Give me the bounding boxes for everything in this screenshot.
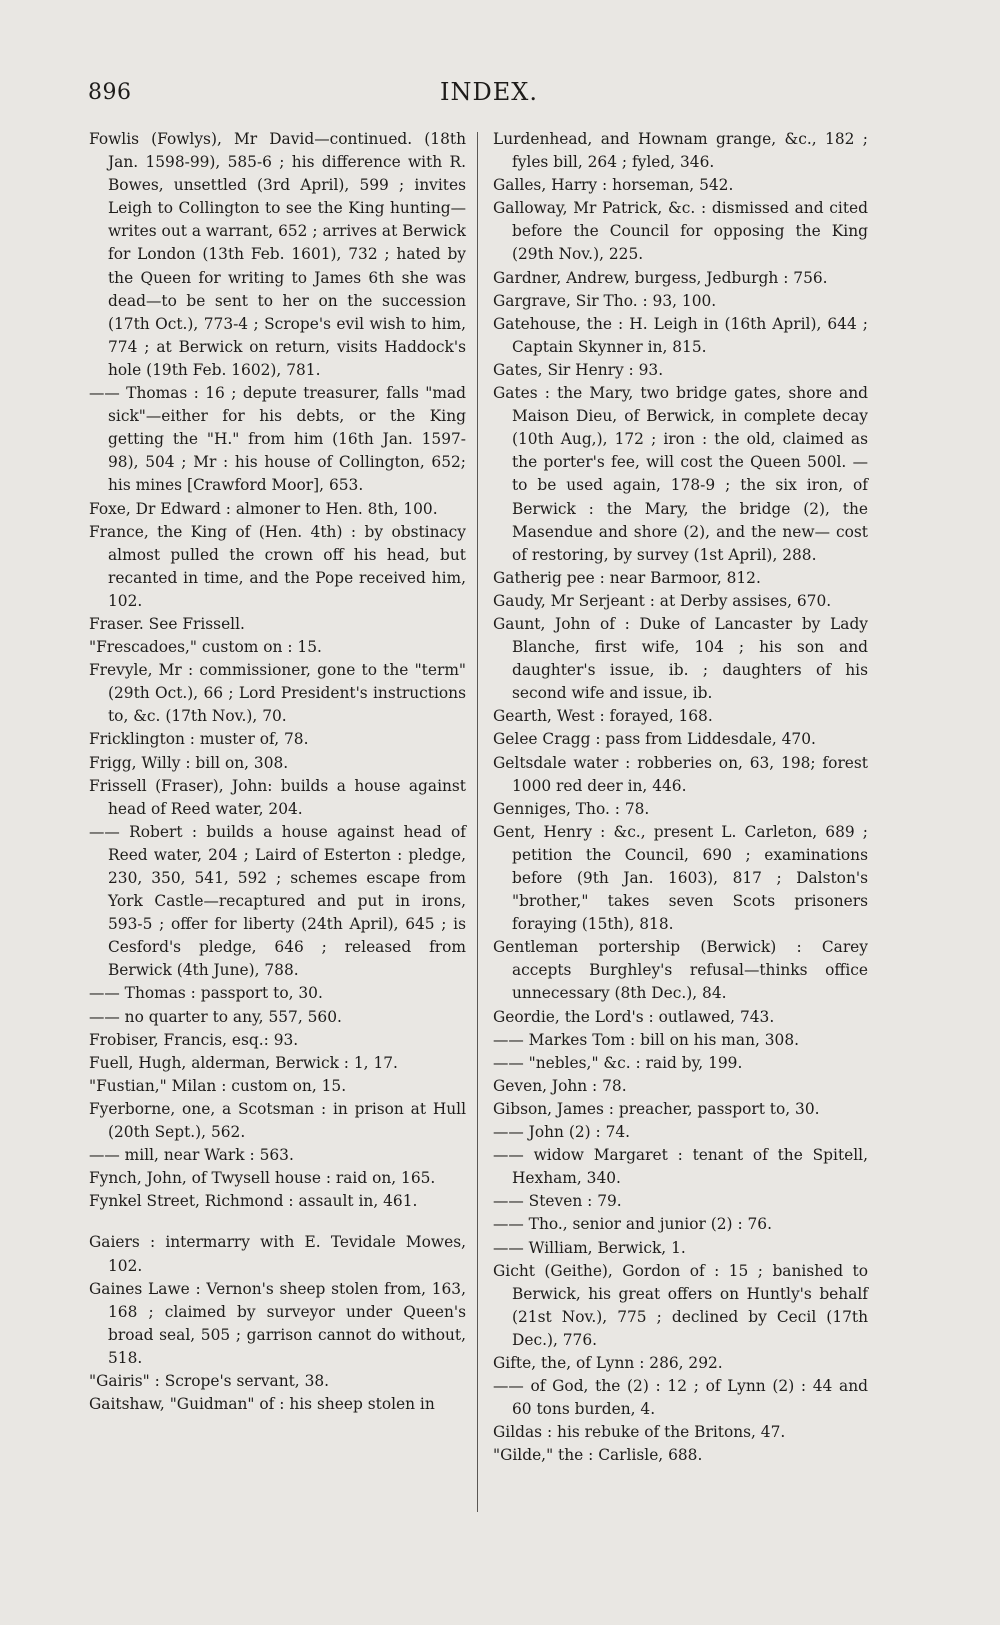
running-head: INDEX. — [440, 78, 538, 106]
index-entry: Gildas : his rebuke of the Britons, 47. — [493, 1423, 786, 1442]
index-entry: Gatherig pee : near Barmoor, 812. — [493, 568, 761, 587]
index-entry: Galles, Harry : horseman, 542. — [493, 176, 734, 195]
index-entry: —— of God, the (2) : 12 ; of Lynn (2) : 44 and 60 tons burden, 4. — [493, 1377, 868, 1419]
page-number: 896 — [88, 80, 132, 105]
index-entry: Foxe, Dr Edward : almoner to Hen. 8th, 100. — [89, 499, 438, 518]
left-column — [89, 128, 466, 1416]
index-entry: Frigg, Willy : bill on, 308. — [89, 753, 289, 772]
index-entry: Gaitshaw, "Guidman" of : his sheep stolen in — [89, 1395, 435, 1414]
section-break — [89, 1213, 466, 1231]
index-entry: Frissell (Fraser), John: builds a house against head of Reed water, 204. — [89, 776, 466, 818]
index-entry: Gifte, the, of Lynn : 286, 292. — [493, 1353, 723, 1372]
index-entry: Gardner, Andrew, burgess, Jedburgh : 756. — [493, 268, 828, 287]
index-entry: Gent, Henry : &c., present L. Carleton, 689 ; petition the Council, 690 ; examinations before (9th Jan. 1603), 817 ; Dalston's "brother," takes seven Scots prisoners foraying (15th), 818. — [493, 822, 868, 934]
index-entry: Fowlis (Fowlys), Mr David—continued. (18th Jan. 1598-99), 585-6 ; his difference with R. Bowes, unsettled (3rd April), 599 ; invites Leigh to Collington to see the King hunting—writes out a warrant, 652 ; arrives at Berwick for London (13th Feb. 1601), 732 ; hated by the Queen for writing to James 6th she was dead—to be sent to her on the succession (17th Oct.), 773-4 ; Scrope's evil wish to him, 774 ; at Berwick on return, visits Haddock's hole (19th Feb. 1602), 781. — [89, 130, 466, 379]
index-entry: Fricklington : muster of, 78. — [89, 730, 309, 749]
index-entry: —— widow Margaret : tenant of the Spitell, Hexham, 340. — [493, 1146, 868, 1188]
column-divider — [477, 132, 478, 1512]
index-entry: France, the King of (Hen. 4th) : by obstinacy almost pulled the crown off his head, but recanted in time, and the Pope received him, 102. — [89, 522, 466, 610]
index-entry: —— mill, near Wark : 563. — [89, 1146, 294, 1165]
index-entry: Geltsdale water : robberies on, 63, 198; forest 1000 red deer in, 446. — [493, 753, 868, 795]
index-entry: Gaines Lawe : Vernon's sheep stolen from, 163, 168 ; claimed by surveyor under Queen's broad seal, 505 ; garrison cannot do without, 518. — [89, 1279, 466, 1367]
index-entry: Gates : the Mary, two bridge gates, shore and Maison Dieu, of Berwick, in complete decay (10th Aug,), 172 ; iron : the old, claimed as the porter's fee, will cost the Queen 500l. —to be used again, 178-9 ; the six iron, of Berwick : the Mary, the bridge (2), the Masendue and shore (2), and the new— cost of restoring, by survey (1st April), 288. — [493, 384, 868, 564]
index-entry: Frevyle, Mr : commissioner, gone to the "term" (29th Oct.), 66 ; Lord President's instructions to, &c. (17th Nov.), 70. — [89, 661, 466, 726]
index-entry: Gargrave, Sir Tho. : 93, 100. — [493, 291, 717, 310]
index-entry: Gearth, West : forayed, 168. — [493, 707, 713, 726]
index-entry: Geordie, the Lord's : outlawed, 743. — [493, 1007, 775, 1026]
index-entry: —— Thomas : 16 ; depute treasurer, falls "mad sick"—either for his debts, or the King getting the "H." from him (16th Jan. 1597-98), 504 ; Mr : his house of Collington, 652; his mines [Crawford Moor], 653. — [89, 384, 466, 495]
index-entry: Gentleman portership (Berwick) : Carey accepts Burghley's refusal—thinks office unnecessary (8th Dec.), 84. — [493, 938, 868, 1003]
index-entry: Gibson, James : preacher, passport to, 30. — [493, 1099, 820, 1118]
index-entry: —— Tho., senior and junior (2) : 76. — [493, 1215, 772, 1234]
index-entry: "Gilde," the : Carlisle, 688. — [493, 1446, 703, 1465]
right-column — [493, 128, 868, 1467]
index-entry: —— Markes Tom : bill on his man, 308. — [493, 1030, 800, 1049]
index-entry: Gates, Sir Henry : 93. — [493, 360, 664, 379]
index-entry: Geven, John : 78. — [493, 1076, 627, 1095]
index-entry: Fuell, Hugh, alderman, Berwick : 1, 17. — [89, 1053, 398, 1072]
index-entry: "Fustian," Milan : custom on, 15. — [89, 1076, 347, 1095]
index-entry: Gaunt, John of : Duke of Lancaster by Lady Blanche, first wife, 104 ; his son and daughter's issue, ib. ; daughters of his second wife and issue, ib. — [493, 614, 868, 703]
index-entry: —— John (2) : 74. — [493, 1123, 631, 1142]
index-entry: Lurdenhead, and Hownam grange, &c., 182 ; fyles bill, 264 ; fyled, 346. — [493, 130, 868, 172]
index-entry: —— Robert : builds a house against head of Reed water, 204 ; Laird of Esterton : pledge, 230, 350, 541, 592 ; schemes escape from York Castle—recaptured and put in irons, 593-5 ; offer for liberty (24th April), 645 ; is Cesford's pledge, 646 ; released from Berwick (4th June), 788. — [89, 822, 466, 980]
index-entry: Galloway, Mr Patrick, &c. : dismissed and cited before the Council for opposing the King (29th Nov.), 225. — [493, 199, 868, 264]
index-entry: Fyerborne, one, a Scotsman : in prison at Hull (20th Sept.), 562. — [89, 1099, 466, 1142]
index-entry: "Frescadoes," custom on : 15. — [89, 638, 322, 657]
index-entry: —— no quarter to any, 557, 560. — [89, 1007, 342, 1026]
index-entry: Gelee Cragg : pass from Liddesdale, 470. — [493, 730, 816, 749]
index-entry: Fynkel Street, Richmond : assault in, 461. — [89, 1192, 418, 1211]
index-entry: —— William, Berwick, 1. — [493, 1238, 686, 1257]
index-entry: —— Steven : 79. — [493, 1192, 622, 1211]
index-entry: Gaiers : intermarry with E. Tevidale Mowes, 102. — [89, 1233, 466, 1275]
index-entry: "Gairis" : Scrope's servant, 38. — [89, 1371, 330, 1390]
index-entry: Gicht (Geithe), Gordon of : 15 ; banished to Berwick, his great offers on Huntly's behalf (21st Nov.), 775 ; declined by Cecil (17th Dec.), 776. — [493, 1261, 868, 1349]
index-entry: Genniges, Tho. : 78. — [493, 799, 650, 818]
index-entry: —— "nebles," &c. : raid by, 199. — [493, 1053, 743, 1072]
index-entry: Fynch, John, of Twysell house : raid on, 165. — [89, 1169, 436, 1188]
index-entry: Frobiser, Francis, esq.: 93. — [89, 1030, 299, 1049]
index-entry: Gatehouse, the : H. Leigh in (16th April), 644 ; Captain Skynner in, 815. — [493, 314, 868, 356]
index-entry: Gaudy, Mr Serjeant : at Derby assises, 670. — [493, 591, 832, 610]
index-entry: —— Thomas : passport to, 30. — [89, 984, 323, 1003]
index-entry: Fraser. See Frissell. — [89, 614, 245, 633]
